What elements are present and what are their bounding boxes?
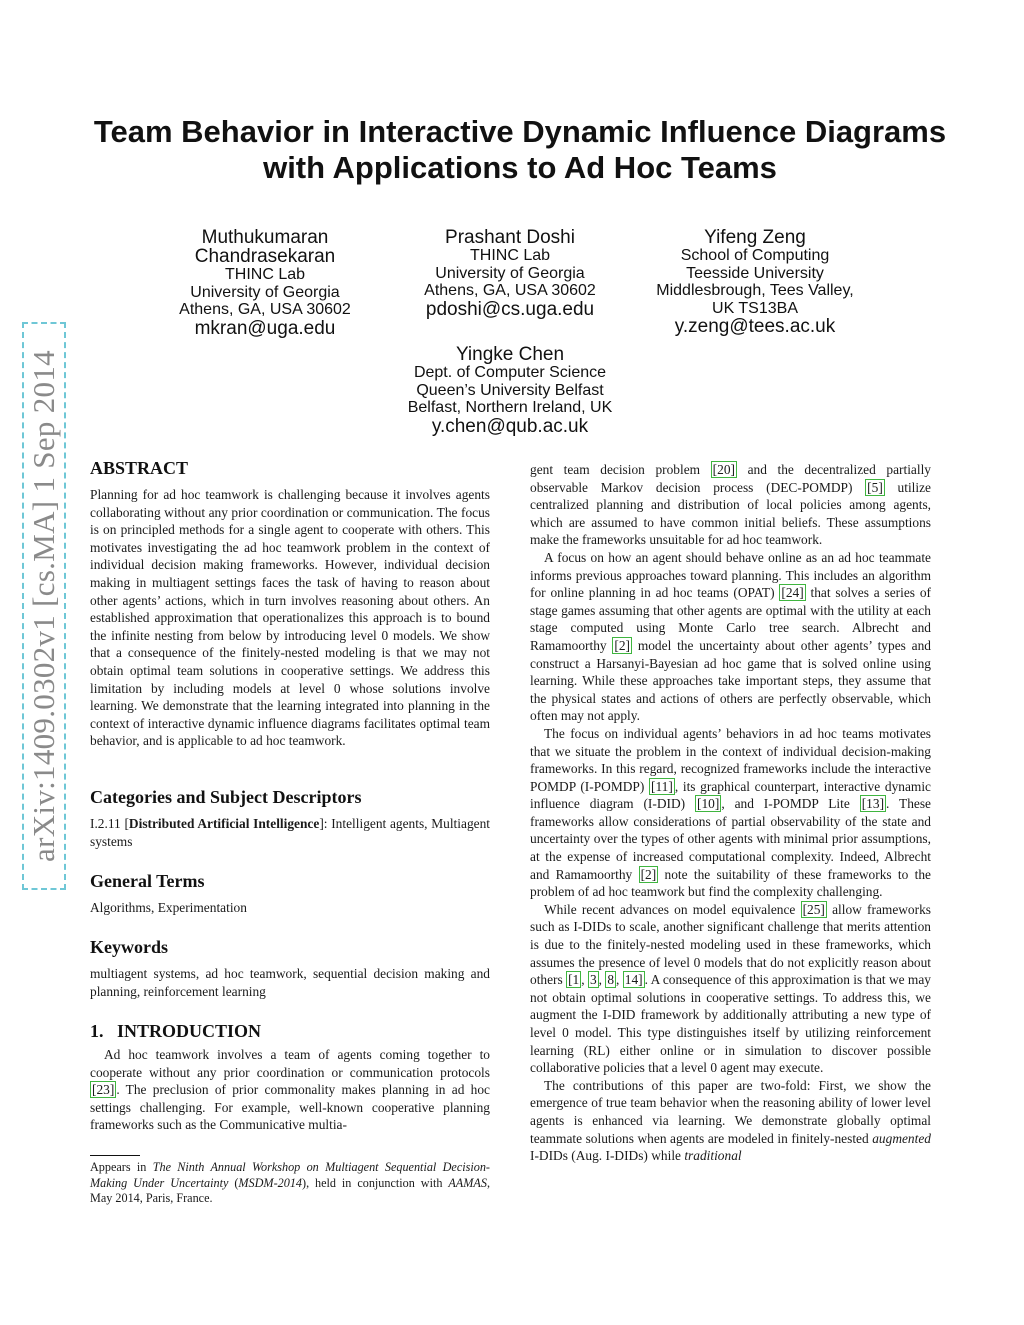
author-affiliation: Athens, GA, USA 30602 — [179, 301, 351, 318]
citation-link[interactable]: [25] — [802, 901, 825, 917]
author-name: Muthukumaran — [201, 227, 329, 248]
author-affiliation: University of Georgia — [435, 264, 585, 282]
abstract-paragraph: Planning for ad hoc teamwork is challenging because it involves agents collaborating without any prior coordination or communication. The focus is on principled methods for a single agent to cooperate with others. This motivates investigating the ad hoc teamwork problem in the context of individual decision making frameworks. However, individual decision making in multiagent settings faces the task of having to reason about other agents’ actions, which in turn involves reasoning about others. An established approximation that operationalizes this approach is to bound the infinite nesting from below by introducing level 0 models. We show that a consequence of the finitely-nested modeling is that we may not obtain optimal team solutions in cooperative settings. We address this limitation by including models at level 0 whose solutions involve learning. We demonstrate that the learning integrated into planning in the context of interactive dynamic influence diagrams facilitates optimal team behavior, and is applicable to ad hoc teamwork. — [90, 487, 490, 749]
text-run: that solves a series of stage games assuming that other agents are optimal with the utility at each stage computed using Monte Carlo tree search. Albrecht and Ramamoorthy — [530, 585, 931, 653]
text-run: , its graphical counterpart, interactive dynamic influence diagram (I-DID) — [530, 778, 931, 812]
footnote-conf: AAMAS — [448, 1175, 487, 1190]
text-run: , — [598, 972, 606, 988]
author-affiliation: Teesside University — [686, 264, 824, 282]
citation-link[interactable]: [10] — [697, 796, 720, 812]
right-paragraph — [530, 901, 931, 1077]
author-block-2 — [395, 228, 625, 320]
general-terms-heading: General Terms — [90, 871, 205, 891]
author-affiliation: THINC Lab — [224, 266, 306, 283]
author-email[interactable]: pdoshi@cs.uga.edu — [425, 298, 595, 320]
emphasis: traditional — [684, 1148, 742, 1164]
text-run: allow frameworks such as I-DIDs to scale, another significant challenge that merits attention is due to the finitely-nested modeling used in these frameworks, which assumes the presence of level 0 models that do not explicitly reason about others — [530, 901, 931, 988]
general-terms-text — [90, 899, 490, 917]
title-line-1: Team Behavior in Interactive Dynamic Influence Diagrams — [93, 114, 947, 149]
text-run: , — [581, 972, 588, 988]
author-name: Prashant Doshi — [445, 227, 575, 248]
footnote-abbr: MSDM-2014 — [238, 1175, 303, 1190]
keywords-heading: Keywords — [90, 937, 168, 957]
category-descriptors: ]: Intelligent agents, Multiagent systems — [90, 816, 490, 849]
keywords-text — [90, 965, 490, 1000]
author-affiliation: UK TS13BA — [712, 299, 798, 317]
text-run: The focus on individual agents’ behaviors in ad hoc teams motivates that we situate the problem in the context of individual decision-making frameworks. In this regard, recognized frameworks include the interactive POMDP (I-POMDP) — [530, 725, 931, 794]
author-affiliation: THINC Lab — [469, 247, 551, 264]
author-email[interactable]: y.chen@qub.ac.uk — [431, 415, 589, 437]
citation-link[interactable]: [2] — [614, 637, 631, 653]
right-column — [530, 461, 931, 1165]
footnote-text: , May 2014, Paris, France. — [90, 1175, 490, 1205]
author-name: Yifeng Zeng — [704, 227, 806, 248]
author-affiliation: Dept. of Computer Science — [413, 364, 607, 381]
right-paragraph — [530, 725, 931, 901]
paper-title — [60, 114, 980, 186]
author-email[interactable]: mkran@uga.edu — [194, 317, 336, 339]
citation-link[interactable]: [13] — [861, 796, 885, 812]
citation-link[interactable]: [24] — [781, 585, 804, 601]
general-terms-value: Algorithms, Experimentation — [90, 900, 247, 915]
intro-heading: 1. INTRODUCTION — [90, 1021, 262, 1041]
right-paragraph — [530, 1077, 931, 1165]
keywords-value: multiagent systems, ad hoc teamwork, sequential decision making and planning, reinforcement learning — [90, 966, 490, 999]
text-run: , and I-POMDP Lite — [721, 796, 860, 812]
text-run: gent team decision problem — [530, 462, 711, 477]
text-run: The contributions of this paper are two-fold: First, we show the emergence of true team behavior when the reasoning ability of lower level agents is enhanced via learning. We demonstrate globally optimal teammate solutions when agents are modeled in finitely-nested — [530, 1077, 931, 1146]
intro-text — [90, 1046, 490, 1134]
footnote-rule — [90, 1155, 140, 1156]
title-line-2: with Applications to Ad Hoc Teams — [263, 150, 777, 185]
emphasis: augmented — [872, 1130, 931, 1146]
text-run: . These frameworks allow considerations of partial observability of the state and uncertainty over the types of other agents with minimal prior assumptions, at the expense of increased computational complexity. Indeed, Albrecht and Ramamoorthy — [530, 796, 932, 882]
text-run: utilize centralized planning and distribution of local policies among agents, which are assumed to have common initial beliefs. These assumptions make the frameworks unsuitable for ad hoc teamwork. — [530, 479, 931, 548]
category-name: Distributed Artificial Intelligence — [128, 816, 320, 831]
footnote-text: ( — [228, 1175, 239, 1190]
citation-link[interactable]: [5] — [867, 479, 883, 495]
text-run: . A consequence of this approximation is that we may not obtain optimal solutions in cooperative settings. To address this, we augment the I-DID framework by additionally attributing a new type of level 0 model. This type distinguishes itself by utilizing reinforcement learning (RL) either online or in simulation to discover possible collaborative policies that a level 0 agent may execute. — [530, 972, 931, 1076]
text-run: note the suitability of these frameworks to the problem of ad hoc teamwork but find the complexity challenging. — [530, 866, 932, 900]
author-affiliation: School of Computing — [680, 247, 830, 264]
footnote-text: ), held in conjunction with — [302, 1175, 449, 1190]
text-run: model the uncertainty about other agents’ types and construct a Harsanyi-Bayesian ad hoc game that is solved online using learning. While these approaches take important steps, they assume that the physical states and actions of others are perfectly observable, which often may not apply. — [530, 637, 931, 724]
text-run: and the decentralized partially observable Markov decision process (DEC-POMDP) — [530, 462, 931, 495]
footnote-venue: The Ninth Annual Workshop on Multiagent Sequential Decision-Making Under Uncertainty — [90, 1160, 490, 1190]
citation-link[interactable]: 3 — [589, 972, 597, 988]
footnote-text: Appears in — [90, 1160, 153, 1174]
citation-link[interactable]: [1 — [568, 972, 580, 988]
text-run: While recent advances on model equivalence — [544, 901, 801, 917]
author-name: Chandrasekaran — [194, 246, 336, 267]
intro-text-run: . The preclusion of prior commonality makes planning in ad hoc settings challenging. For example, well-known cooperative planning frameworks such as the Communicative multia- — [90, 1082, 490, 1133]
citation-link[interactable]: 8 — [607, 972, 615, 988]
author-affiliation: University of Georgia — [190, 283, 340, 301]
abstract-heading: ABSTRACT — [90, 458, 189, 478]
author-affiliation: Athens, GA, USA 30602 — [424, 282, 596, 299]
categories-heading: Categories and Subject Descriptors — [90, 787, 362, 807]
author-block-3 — [635, 228, 875, 337]
author-affiliation: Belfast, Northern Ireland, UK — [407, 399, 613, 416]
abstract-text — [90, 486, 490, 750]
author-affiliation: Middlesbrough, Tees Valley, — [656, 282, 854, 299]
author-email[interactable]: y.zeng@tees.ac.uk — [674, 316, 836, 337]
citation-link[interactable]: [20] — [712, 462, 735, 477]
intro-text-run: Ad hoc teamwork involves a team of agents coming together to cooperate without any prior coordination or communication protocols — [90, 1047, 490, 1080]
footnote — [90, 1160, 490, 1207]
citation-link[interactable]: [2] — [640, 866, 657, 882]
author-name: Yingke Chen — [455, 344, 565, 365]
category-code: I.2.11 [ — [90, 816, 129, 831]
text-run: , — [616, 972, 623, 988]
arxiv-stamp[interactable]: arXiv:1409.0302v1 [cs.MA] 1 Sep 2014 — [26, 350, 61, 862]
author-affiliation: Queen’s University Belfast — [416, 381, 604, 399]
categories-text — [90, 815, 490, 850]
citation-link[interactable]: [11] — [651, 778, 673, 794]
right-paragraph — [530, 549, 931, 725]
text-run: A focus on how an agent should behave online as an ad hoc teammate informs previous approaches toward planning. This includes an algorithm for online planning in ad hoc teams (OPAT) — [530, 549, 931, 601]
author-block-1 — [150, 228, 380, 339]
author-block-4 — [385, 345, 635, 437]
citation-link[interactable]: 14] — [624, 972, 643, 988]
text-run: I-DIDs (Aug. I-DIDs) while — [530, 1148, 685, 1164]
citation-link[interactable]: [23] — [92, 1082, 115, 1098]
right-paragraph — [530, 461, 931, 549]
